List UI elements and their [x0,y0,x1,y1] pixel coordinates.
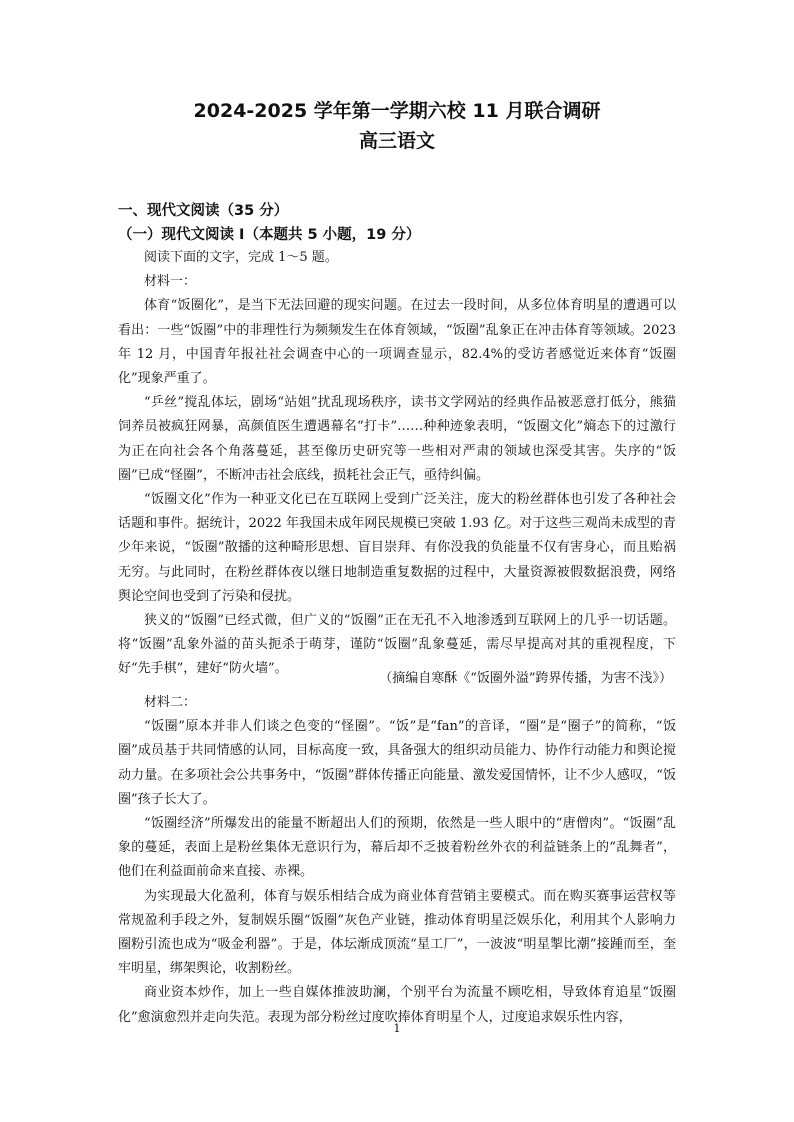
section-heading: 一、现代文阅读（35 分） [118,203,289,219]
material-1-paragraph: “饭圈文化”作为一种亚文化已在互联网上受到广泛关注，庞大的粉丝群体也引发了各种社会话题和事件。据统计，2022 年我国未成年网民规模已突破 1.93 亿。对于这些三观尚未成型的青少年来说，“饭圈”散播的这种畸形思想、盲目崇拜、有你没我的负能量不仅有害身心，而且贻祸无穷。与此同时，在粉丝群体夜以继日地制造重复数据的过程中，大量资源被假数据浪费，网络舆论空间也受到了污染和侵扰。 [118,492,676,604]
material-2-paragraph: 为实现最大化盈利，体育与娱乐相结合成为商业体育营销主要模式。而在购买赛事运营权等常规盈利手段之外，复制娱乐圈“饭圈”灰色产业链，推动体育明星泛娱乐化，利用其个人影响力圈粉引流也成为“吸金利器”。于是，体坛渐成顶流“星工厂”，一波波“明星掣比潮”接踵而至，奎牢明星，绑架舆论，收割粉丝。 [118,888,676,977]
reading-passage-2 [118,691,676,1030]
material-2-paragraph: “饭圈经济”所爆发出的能量不断超出人们的预期，依然是一些人眼中的“唐僧肉”。“饭圈”乱象的蔓延，表面上是粉丝集体无意识行为，幕后却不乏披着粉丝外衣的利益链条上的“乱舞者”，他们在利益面前命来直接、赤裸。 [118,816,676,880]
instruction-text: 阅读下面的文字，完成 1～5 题。 [144,250,338,265]
material-1-paragraph: 体育“饭圈化”，是当下无法回避的现实问题。在过去一段时间，从多位体育明星的遭遇可以看出：一些“饭圈”中的非理性行为频频发生在体育领域，“饭圈”乱象正在冲击体育等领域。2023 年 12 月，中国青年报社社会调查中心的一项调查显示，82.4%的受访者感觉近来体育“饭圈化”现象严重了。 [118,298,676,387]
exam-subtitle: 高三语文 [358,130,435,152]
material-2-label: 材料二： [144,695,197,710]
material-1-paragraph: “乒丝”搅乱体坛，剧场“站姐”扰乱现场秩序，读书文学网站的经典作品被恶意打低分，熊猫饲养员被疯狂网暴，高颜值医生遭遇幕名“打卡”……种种迹象表明，“饭圈文化”熵态下的过激行为正在向社会各个角落蔓延，甚至像历史研究等一些相对严肃的领域也深受其害。失序的“饭圈”已成“怪圈”，不断冲击社会底线，损耗社会正气，亟待纠偏。 [118,395,676,483]
material-1-label: 材料一： [144,274,197,290]
material-2-paragraph: “饭圈”原本并非人们谈之色变的“怪圈”。“饭”是“fan”的音译，“圈”是“圈子”的简称，“饭圈”成员基于共同情感的认同，目标高度一致，具备强大的组织动员能力、协作行动能力和舆论搅动力量。在多项社会公共事务中，“饭圈”群体传播正向能量、激发爱国情怀，让不少人感叹，“饭圈”孩子长大了。 [118,719,676,807]
exam-title: 2024-2025 学年第一学期六校 11 月联合调研 [193,100,601,122]
reading-passage [118,246,676,682]
material-1-source: （摘编自寒酥《“饭圈外溢”跨界传播，为害不浅》） [379,671,672,686]
title-block [0,96,794,156]
page-number: 1 [393,1022,401,1035]
material-1-paragraph: 狭义的“饭圈”已经式微，但广义的“饭圈”正在无孔不入地渗透到互联网上的几乎一切话题。将“饭圈”乱象外溢的苗头扼杀于萌芽，谨防“饭圈”乱象蔓延，需尽早提高对其的重视程度，下好“先手棋”，建好“防火墙”。 [118,613,676,677]
material-2-paragraph: 商业资本炒作，加上一些自媒体推波助澜，个别平台为流量不顾吃相，导致体育追星“饭圈化”愈演愈烈并走向失范。表现为部分粉丝过度吹捧体育明星个人，过度追求娱乐性内容， [118,985,676,1025]
subsection-heading: （一）现代文阅读 I（本题共 5 小题，19 分） [118,227,421,243]
